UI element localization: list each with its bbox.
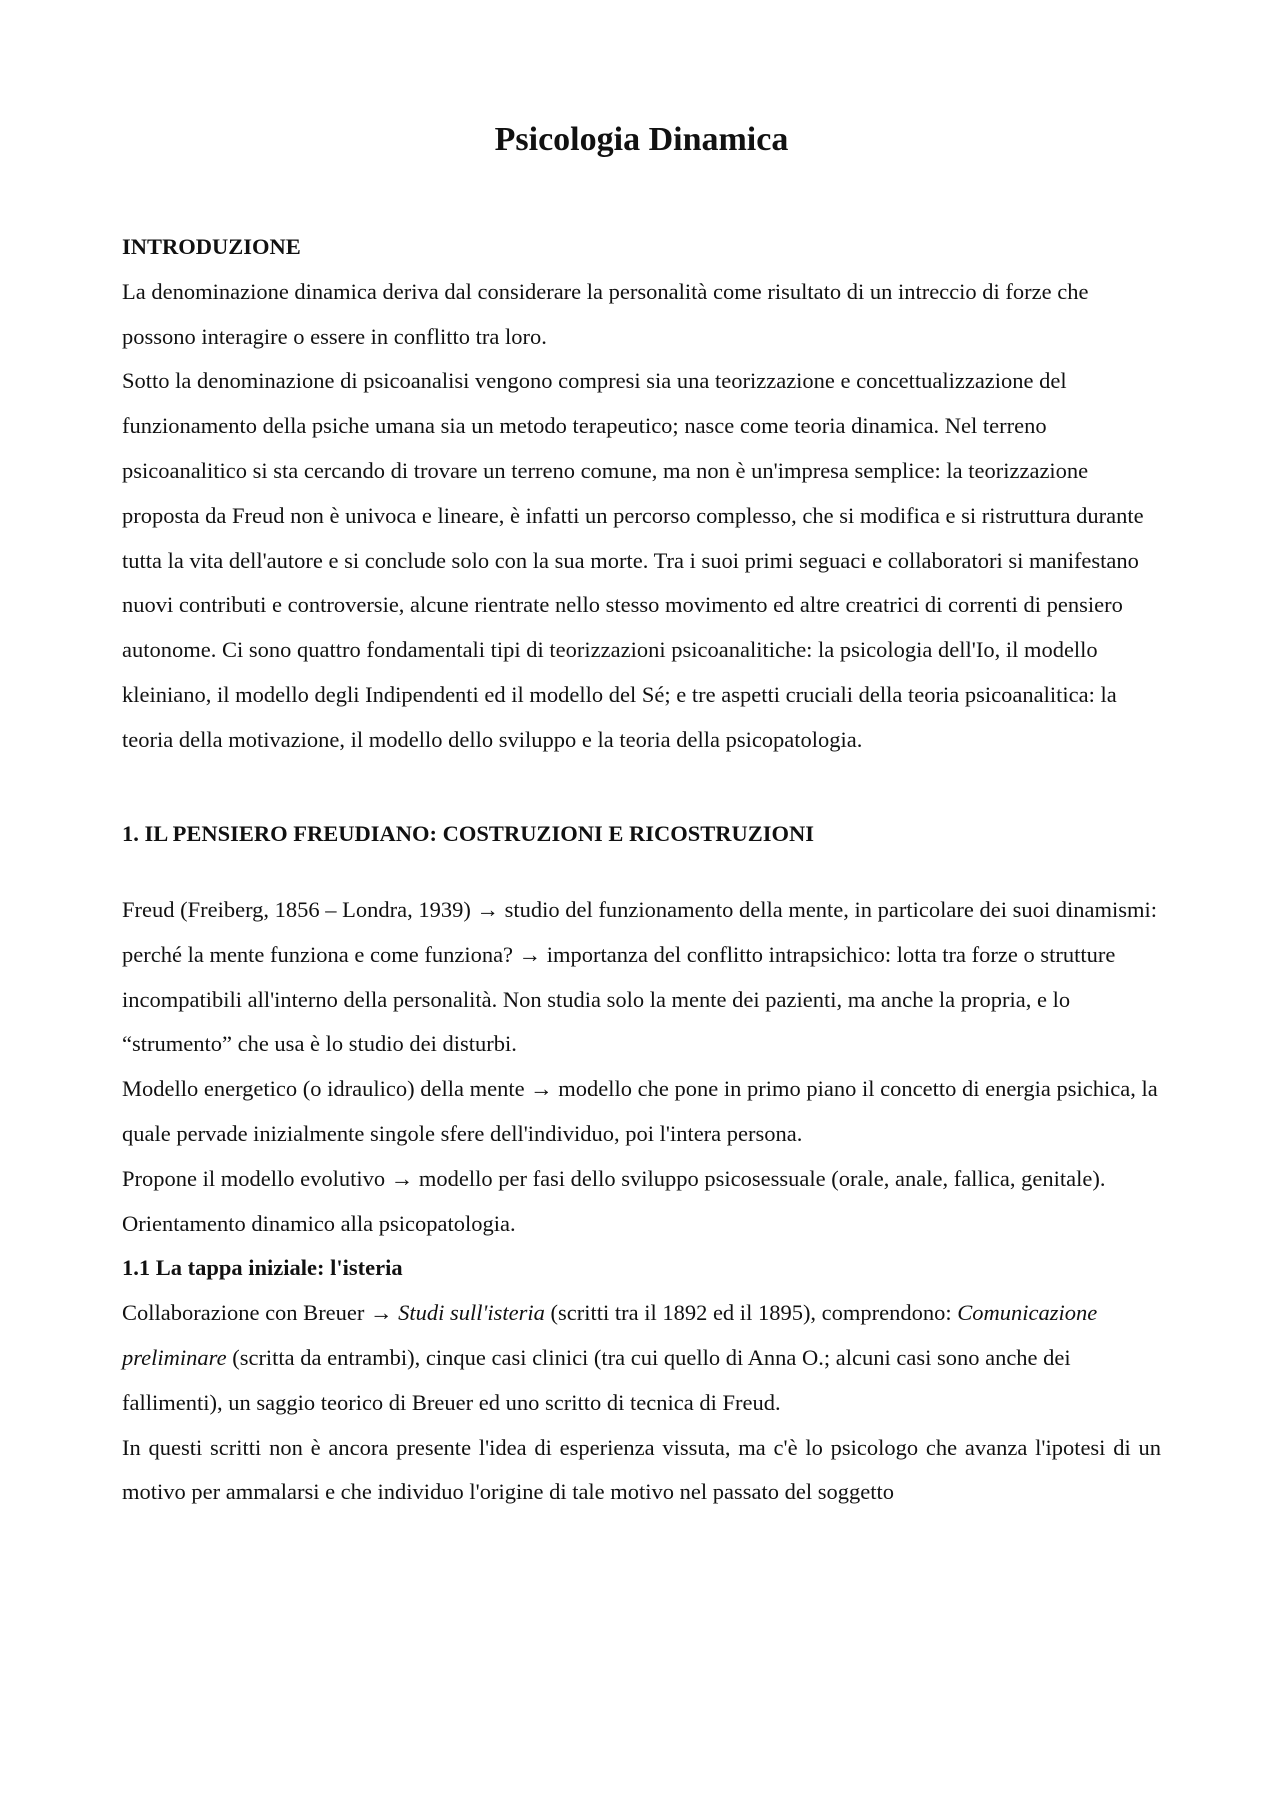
section-1-paragraph-2: Modello energetico (o idraulico) della mente → modello che pone in primo piano il concetto di energia psichica, la quale pervade inizialmente singole sfere dell'individuo, poi l'intera persona. bbox=[122, 1076, 1158, 1146]
section-1-1-heading: 1.1 La tappa iniziale: l'isteria bbox=[122, 1255, 403, 1281]
intro-heading: INTRODUZIONE bbox=[122, 234, 301, 259]
intro-paragraph-1: La denominazione dinamica deriva dal considerare la personalità come risultato di un intreccio di forze che possono interagire o essere in conflitto tra loro. bbox=[122, 278, 1089, 349]
intro-section bbox=[122, 225, 1161, 763]
work-title: Studi sull'isteria bbox=[398, 1300, 545, 1326]
work-title: Comunicazione preliminare bbox=[122, 1300, 1098, 1370]
page-title: Psicologia Dinamica bbox=[494, 121, 789, 158]
intro-paragraph-2: Sotto la denominazione di psicoanalisi vengono compresi sia una teorizzazione e concettualizzazione del funzionamento della psiche umana sia un metodo terapeutico; nasce come teoria dinamica. Nel terreno psicoanalitico si sta cercando di trovare un terreno comune, ma non è un'impresa semplice: la teorizzazione proposta da Freud non è univoca e lineare, è infatti un percorso complesso, che si modifica e si ristruttura durante tutta la vita dell'autore e si conclude solo con la sua morte. Tra i suoi primi seguaci e collaboratori si manifestano nuovi contributi e controversie, alcune rientrate nello stesso movimento ed altre creatrici di correnti di pensiero autonome. Ci sono quattro fondamentali tipi di teorizzazioni psicoanalitiche: la psicologia dell'Io, il modello kleiniano, il modello degli Indipendenti ed il modello del Sé; e tre aspetti cruciali della teoria psicoanalitica: la teoria della motivazione, il modello dello sviluppo e la teoria della psicopatologia. bbox=[122, 368, 1144, 752]
text-run: Collaborazione con Breuer → bbox=[122, 1300, 399, 1326]
section-1-1-paragraph-2: In questi scritti non è ancora presente l'idea di esperienza vissuta, ma c'è lo psicologo che avanza l'ipotesi di un motivo per ammalarsi e che individuo l'origine di tale motivo nel passato del soggetto bbox=[122, 1434, 1161, 1505]
section-1-1-paragraph-1 bbox=[122, 1291, 1161, 1425]
text-run: (scritta da entrambi), cinque casi clinici (tra cui quello di Anna O.; alcuni casi sono anche dei fallimenti), un saggio teorico di Breuer ed uno scritto di tecnica di Freud. bbox=[122, 1344, 1071, 1415]
section-1-paragraph-3: Propone il modello evolutivo → modello per fasi dello sviluppo psicosessuale (orale, anale, fallica, genitale). bbox=[122, 1165, 1106, 1191]
section-1-paragraph-4: Orientamento dinamico alla psicopatologia. bbox=[122, 1210, 516, 1236]
section-1-heading: 1. IL PENSIERO FREUDIANO: COSTRUZIONI E RICOSTRUZIONI bbox=[122, 821, 815, 846]
section-1 bbox=[122, 812, 1161, 857]
section-1-paragraph-1: Freud (Freiberg, 1856 – Londra, 1939) → studio del funzionamento della mente, in particolare dei suoi dinamismi: perché la mente funziona e come funziona? → importanza del conflitto intrapsichico: lotta tra forze o strutture incompatibili all'interno della personalità. Non studia solo la mente dei pazienti, ma anche la propria, e lo “strumento” che usa è lo studio dei disturbi. bbox=[122, 897, 1157, 1057]
section-1-body bbox=[122, 888, 1161, 1515]
text-run: (scritti tra il 1892 ed il 1895), comprendono: bbox=[544, 1300, 958, 1326]
